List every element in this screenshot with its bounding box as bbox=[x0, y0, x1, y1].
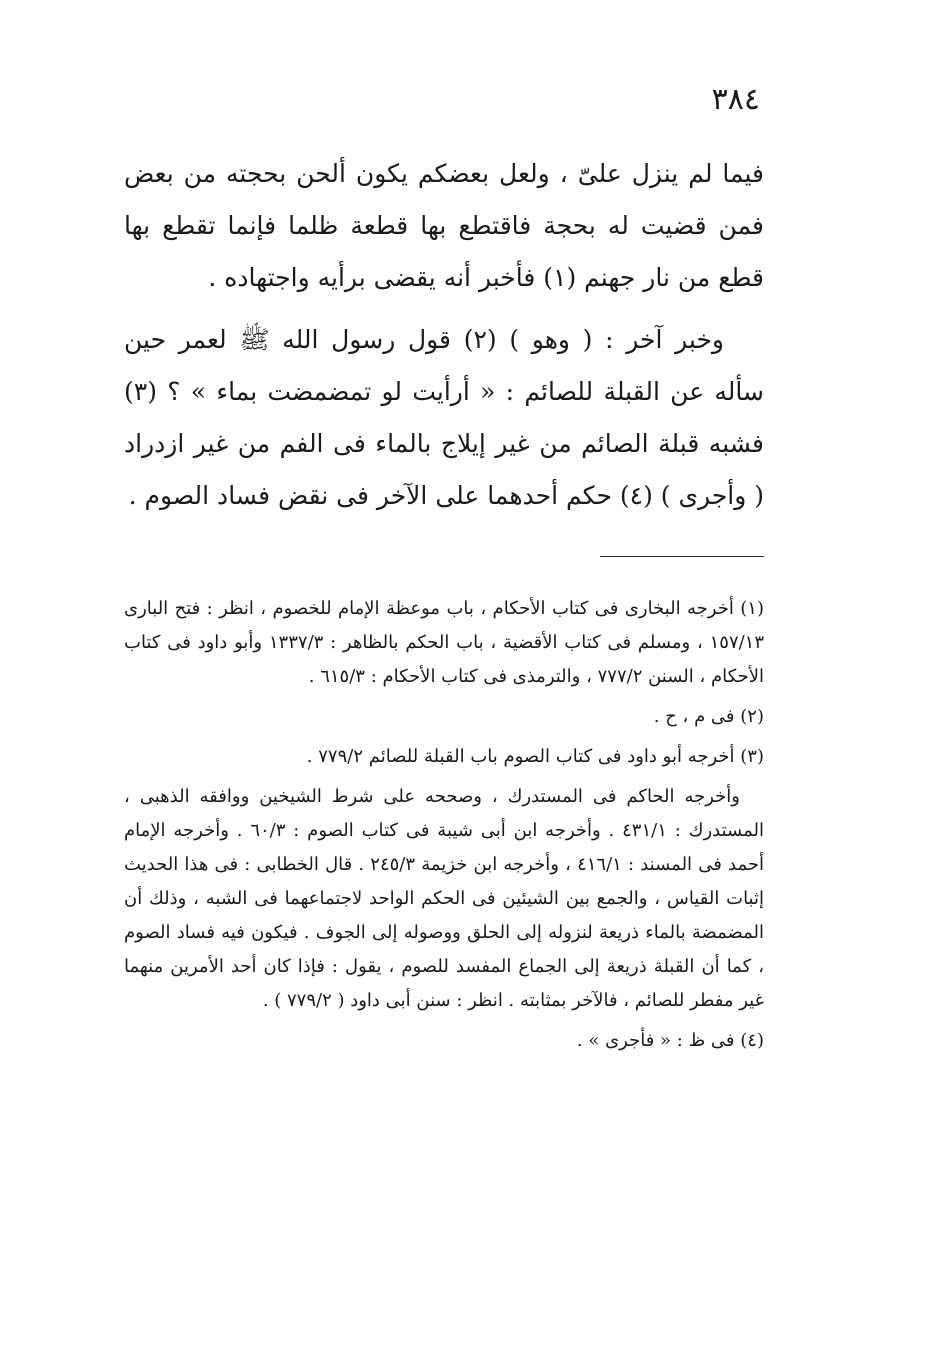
main-paragraph-2: وخبر آخر : ( وهو ) (٢) قول رسول الله ﷺ لعمر حين سأله عن القبلة للصائم : « أرأيت لو تمضمضت بماء » ؟ (٣) فشبه قبلة الصائم من غير إيلاج بالماء فى الفم من غير ازدراد ( وأجرى ) (٤) حكم أحدهما على الآخر فى نقض فساد الصوم . bbox=[124, 325, 764, 510]
main-paragraph-1: فيما لم ينزل علىّ ، ولعل بعضكم يكون ألحن بحجته من بعض فمن قضيت له بحجة فاقتطع بها قطعة ظلما فإنما تقطع بها قطع من نار جهنم (١) فأخبر أنه يقضى برأيه واجتهاده . bbox=[124, 159, 764, 292]
footnote-3-continued: وأخرجه الحاكم فى المستدرك ، وصححه على شرط الشيخين ووافقه الذهبى ، المستدرك : ٤٣١/١ . وأخرجه ابن أبى شيبة فى كتاب الصوم : ٦٠/٣ . وأخرجه الإمام أحمد فى المسند : ٤١٦/١ ، وأخرجه ابن خزيمة ٢٤٥/٣ . قال الخطابى : فى هذا الحديث إثبات القياس ، والجمع بين الشيئين فى الحكم الواحد لاجتماعهما فى الشبه ، وذلك أن المضمضة بالماء ذريعة لنزوله إلى الحلق ووصوله إلى الجوف . فيكون فيه فساد الصوم ، كما أن القبلة ذريعة إلى الجماع المفسد للصوم ، يقول : فإذا كان أحد الأمرين منهما غير مفطر للصائم ، فالآخر بمثابته . انظر : سنن أبى داود ( ٧٧٩/٢ ) . bbox=[124, 786, 764, 1011]
footnote-separator bbox=[600, 556, 764, 557]
footnote-4: (٤) فى ظ : « فأجرى » . bbox=[576, 1030, 764, 1051]
main-text bbox=[124, 148, 764, 522]
footnote-1: (١) أخرجه البخارى فى كتاب الأحكام ، باب موعظة الإمام للخصوم ، انظر : فتح البارى ١٥٧/١٣ ، ومسلم فى كتاب الأقضية ، باب الحكم بالظاهر : ١٣٣٧/٣ وأبو داود فى كتاب الأحكام ، السنن ٧٧٧/٢ ، والترمذى فى كتاب الأحكام : ٦١٥/٣ . bbox=[124, 598, 765, 687]
page-number: ٣٨٤ bbox=[711, 82, 760, 117]
footnotes bbox=[124, 592, 764, 1058]
footnote-3: (٣) أخرجه أبو داود فى كتاب الصوم باب القبلة للصائم ٧٧٩/٢ . bbox=[306, 746, 764, 767]
footnote-2: (٢) فى م ، ح . bbox=[653, 706, 764, 727]
